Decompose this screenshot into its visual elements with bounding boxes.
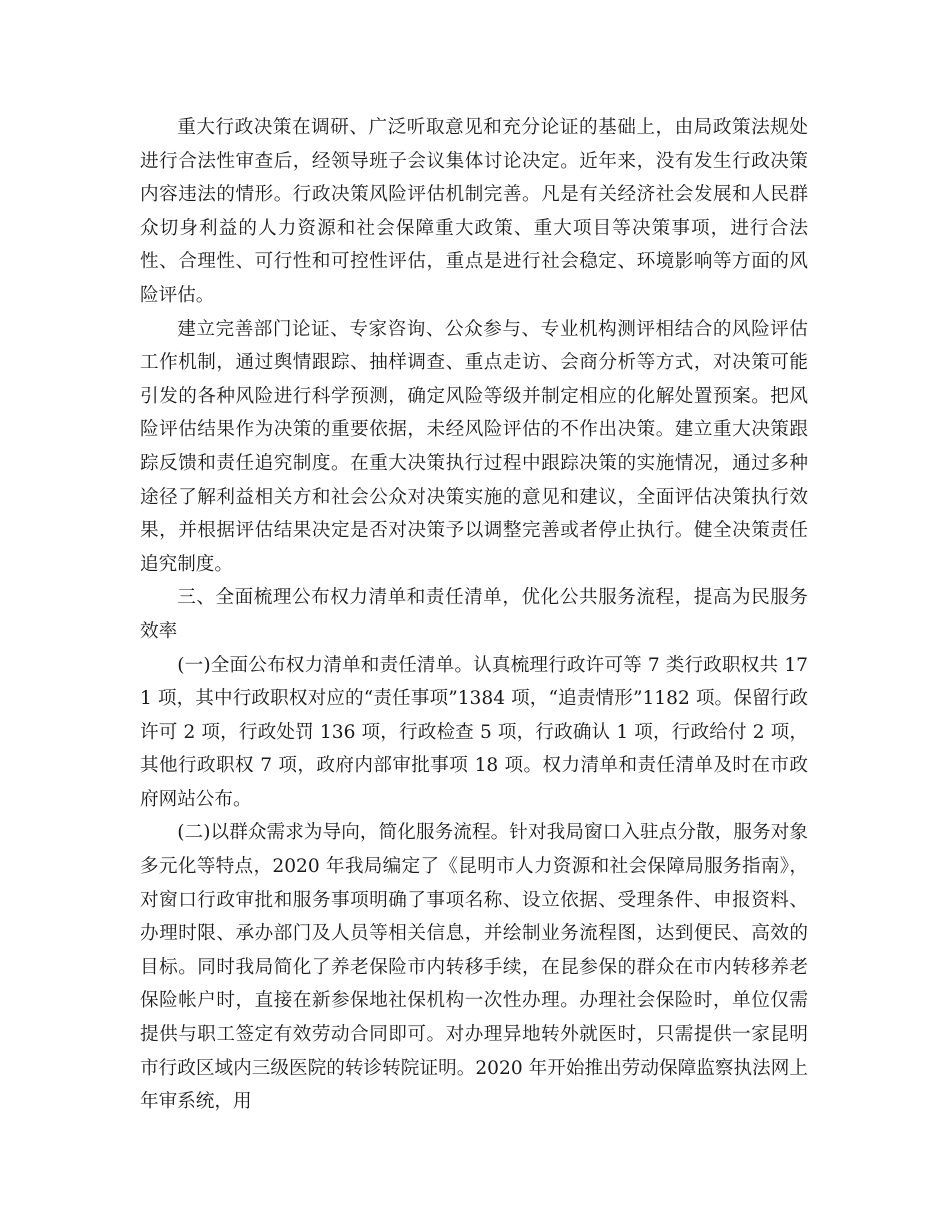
paragraph-decision-review: 重大行政决策在调研、广泛听取意见和充分论证的基础上，由局政策法规处进行合法性审查后，经领导班子会议集体讨论决定。近年来，没有发生行政决策内容违法的情形。行政决策风险评估机制完善。凡是有关经济社会发展和人民群众切身利益的人力资源和社会保障重大政策、重大项目等决策事项，进行合法性、合理性、可行性和可控性评估，重点是进行社会稳定、环境影响等方面的风险评估。 — [140, 117, 808, 306]
paragraph-power-list: (一)全面公布权力清单和责任清单。认真梳理行政许可等 7 类行政职权共 171 项，其中行政职权对应的“责任事项”1384 项，“追责情形”1182 项。保留行政许可 2 项，行政处罚 136 项，行政检查 5 项，行政确认 1 项，行政给付 2 项，其他行政职权 7 项，政府内部审批事项 18 项。权力清单和责任清单及时在市政府网站公布。 — [140, 654, 808, 810]
document-body — [140, 111, 808, 1119]
paragraph-service-process: (二)以群众需求为导向，简化服务流程。针对我局窗口入驻点分散，服务对象多元化等特点，2020 年我局编定了《昆明市人力资源和社会保障局服务指南》，对窗口行政审批和服务事项明确了事项名称、设立依据、受理条件、申报资料、办理时限、承办部门及人员等相关信息，并绘制业务流程图，达到便民、高效的目标。同时我局简化了养老保险市内转移手续，在昆参保的群众在市内转移养老保险帐户时，直接在新参保地社保机构一次性办理。办理社会保险时，单位仅需提供与职工签定有效劳动合同即可。对办理异地转外就医时，只需提供一家昆明市行政区域内三级医院的转诊转院证明。2020 年开始推出劳动保障监察执法网上年审系统，用 — [140, 822, 808, 1113]
paragraph-risk-assessment: 建立完善部门论证、专家咨询、公众参与、专业机构测评相结合的风险评估工作机制，通过舆情跟踪、抽样调查、重点走访、会商分析等方式，对决策可能引发的各种风险进行科学预测，确定风险等级并制定相应的化解处置预案。把风险评估结果作为决策的重要依据，未经风险评估的不作出决策。建立重大决策跟踪反馈和责任追究制度。在重大决策执行过程中跟踪决策的实施情况，通过多种途径了解利益相关方和社会公众对决策实施的意见和建议，全面评估决策执行效果，并根据评估结果决定是否对决策予以调整完善或者停止执行。健全决策责任追究制度。 — [140, 318, 808, 575]
section-heading-power-list: 三、全面梳理公布权力清单和责任清单，优化公共服务流程，提高为民服务效率 — [140, 587, 808, 642]
